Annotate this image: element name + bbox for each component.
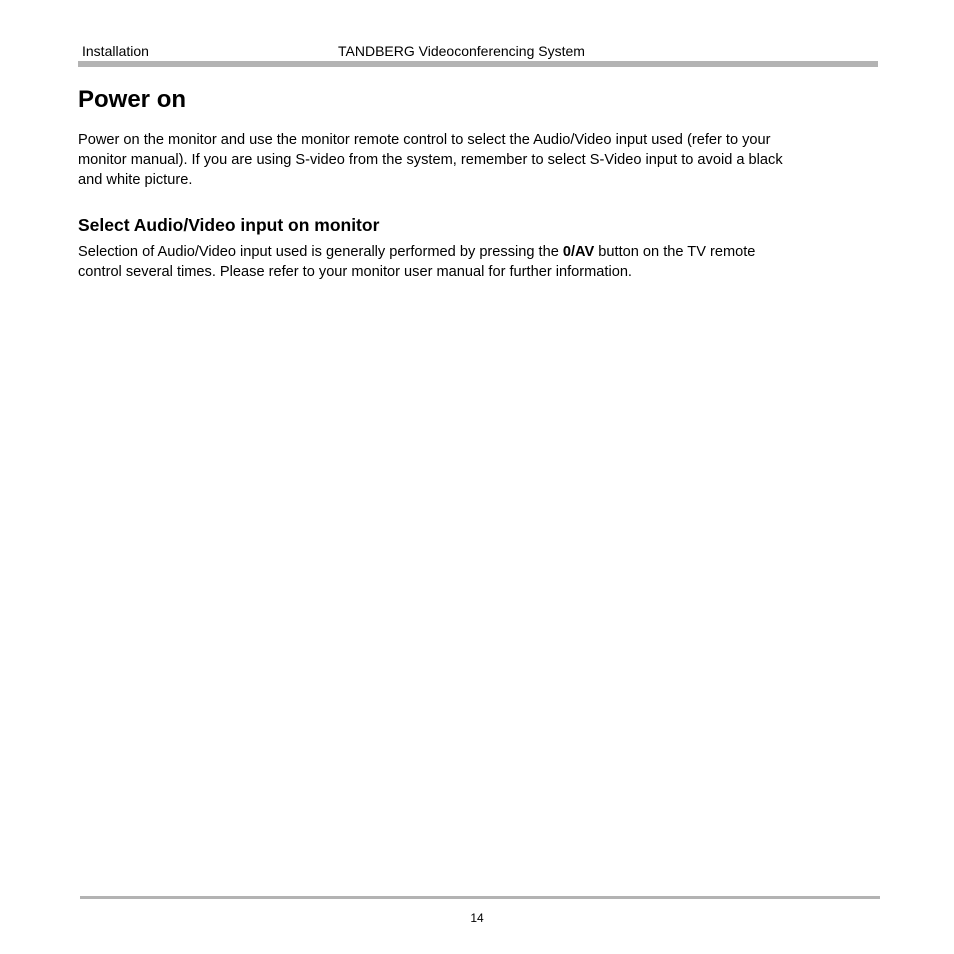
intro-line: Power on the monitor and use the monitor remote control to select the Audio/Video input used (refer to your <box>78 132 771 148</box>
section-line-text: button on the TV remote <box>594 244 756 260</box>
footer-divider <box>80 896 880 899</box>
intro-paragraph <box>78 130 868 190</box>
section-heading: Select Audio/Video input on monitor <box>78 215 380 235</box>
header-divider <box>78 61 878 67</box>
header-section-label: Installation <box>82 43 149 59</box>
section-line <box>78 242 868 262</box>
intro-line: and white picture. <box>78 172 193 188</box>
section-line: control several times. Please refer to your monitor user manual for further information. <box>78 264 632 280</box>
section-line-text: Selection of Audio/Video input used is generally performed by pressing the <box>78 244 563 260</box>
page-number: 14 <box>470 911 484 925</box>
section-paragraph <box>78 242 868 282</box>
intro-line: monitor manual). If you are using S-video from the system, remember to select S-Video input to avoid a black <box>78 152 783 168</box>
header-document-title: TANDBERG Videoconferencing System <box>338 43 585 59</box>
av-button-label: 0/AV <box>562 244 595 260</box>
page-title: Power on <box>78 86 187 113</box>
